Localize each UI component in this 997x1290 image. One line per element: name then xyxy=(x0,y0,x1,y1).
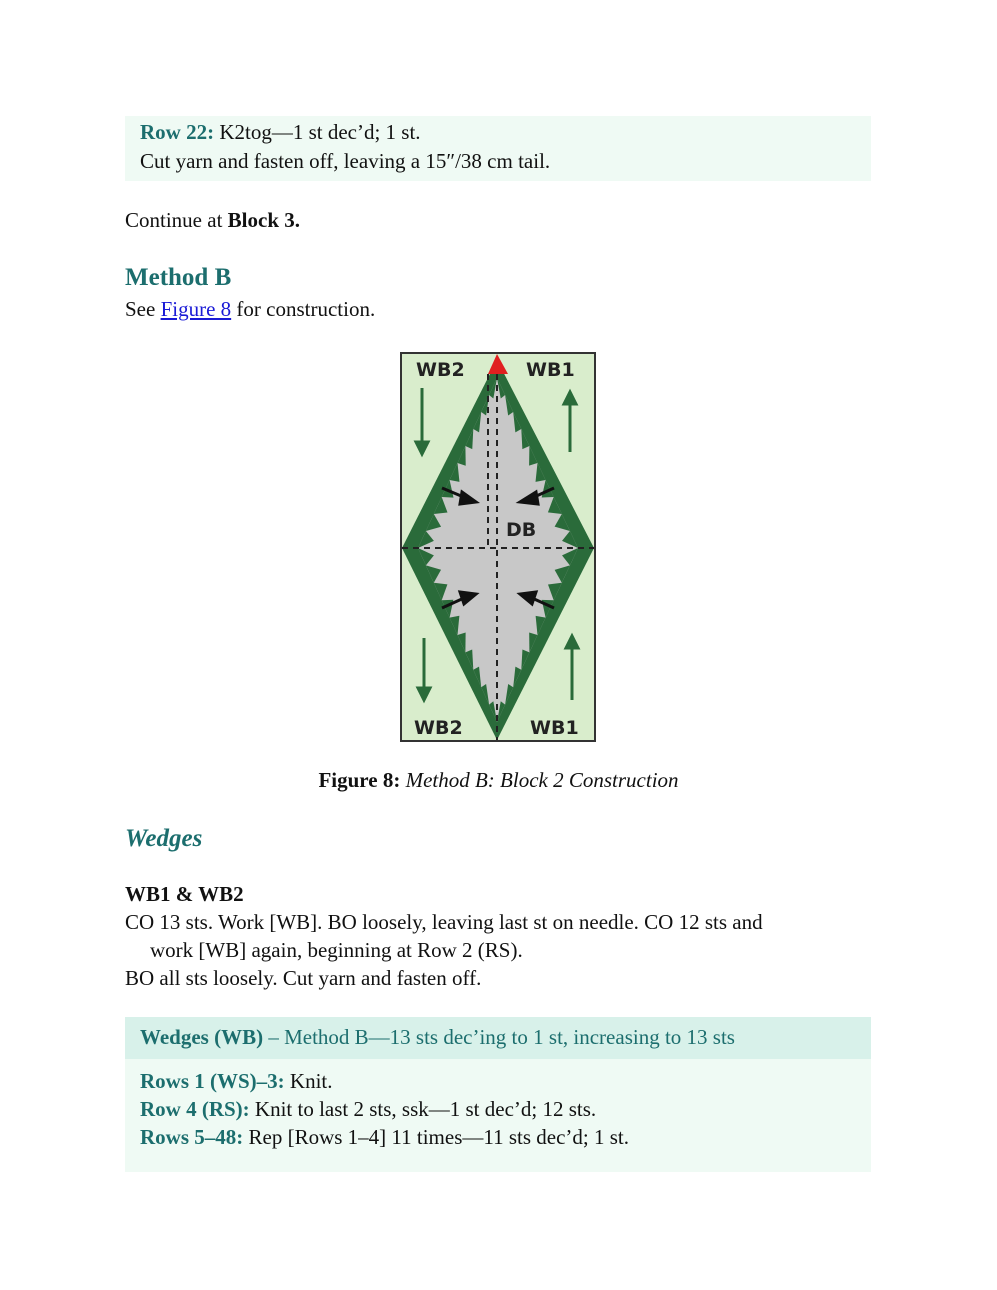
label-db: DB xyxy=(506,519,537,541)
label-wb1-top: WB1 xyxy=(526,359,575,381)
wb-row-3-label: Rows 5–48: xyxy=(140,1125,244,1149)
continue-prefix: Continue at xyxy=(125,208,228,232)
see-suffix: for construction. xyxy=(231,297,376,321)
wb-instruction-box xyxy=(125,1017,871,1172)
caption-label: Figure 8: xyxy=(318,768,401,792)
wb-row-1-text: Knit. xyxy=(284,1069,333,1093)
wb-row-1-label: Rows 1 (WS)–3: xyxy=(140,1069,285,1093)
method-b-heading: Method B xyxy=(125,264,232,291)
wedges-heading: Wedges xyxy=(125,825,203,852)
wedges-line-2: work [WB] again, beginning at Row 2 (RS). xyxy=(150,938,523,962)
cut-yarn-line: Cut yarn and fasten off, leaving a 15″/38 cm tail. xyxy=(140,149,551,173)
wb-row-2-label: Row 4 (RS): xyxy=(140,1097,250,1121)
label-wb1-bottom: WB1 xyxy=(530,717,579,739)
continue-line xyxy=(125,208,300,233)
figure-8-diagram xyxy=(400,352,596,742)
wb1-wb2-subheading: WB1 & WB2 xyxy=(125,882,244,906)
wb-row-3 xyxy=(140,1125,629,1150)
row22-label: Row 22: xyxy=(140,120,215,144)
wb-box-title-bold: Wedges (WB) xyxy=(140,1025,264,1049)
wb-box-title xyxy=(140,1025,735,1050)
wb-row-3-text: Rep [Rows 1–4] 11 times—11 sts dec’d; 1 st. xyxy=(243,1125,630,1149)
wb-box-header xyxy=(125,1017,871,1059)
figure-8-caption xyxy=(0,768,997,793)
label-wb2-bottom: WB2 xyxy=(414,717,463,739)
continue-target: Block 3. xyxy=(227,208,300,232)
row22-text: K2tog—1 st dec’d; 1 st. xyxy=(214,120,421,144)
wb-row-1 xyxy=(140,1069,333,1094)
figure-8-link[interactable]: Figure 8 xyxy=(160,297,232,321)
row22-line xyxy=(140,120,421,145)
wb-row-2-text: Knit to last 2 sts, ssk—1 st dec’d; 12 sts. xyxy=(249,1097,597,1121)
label-wb2-top: WB2 xyxy=(416,359,465,381)
wedges-line-3: BO all sts loosely. Cut yarn and fasten off. xyxy=(125,966,482,990)
wedges-line-1: CO 13 sts. Work [WB]. BO loosely, leaving last st on needle. CO 12 sts and xyxy=(125,910,763,934)
see-prefix: See xyxy=(125,297,161,321)
wb-box-title-rest: – Method B—13 sts dec’ing to 1 st, increasing to 13 sts xyxy=(263,1025,735,1049)
see-figure-line xyxy=(125,297,375,322)
block2-construction-svg xyxy=(400,352,596,742)
wb-row-2 xyxy=(140,1097,596,1122)
row22-instruction-box xyxy=(125,116,871,181)
caption-text: Method B: Block 2 Construction xyxy=(400,768,679,792)
